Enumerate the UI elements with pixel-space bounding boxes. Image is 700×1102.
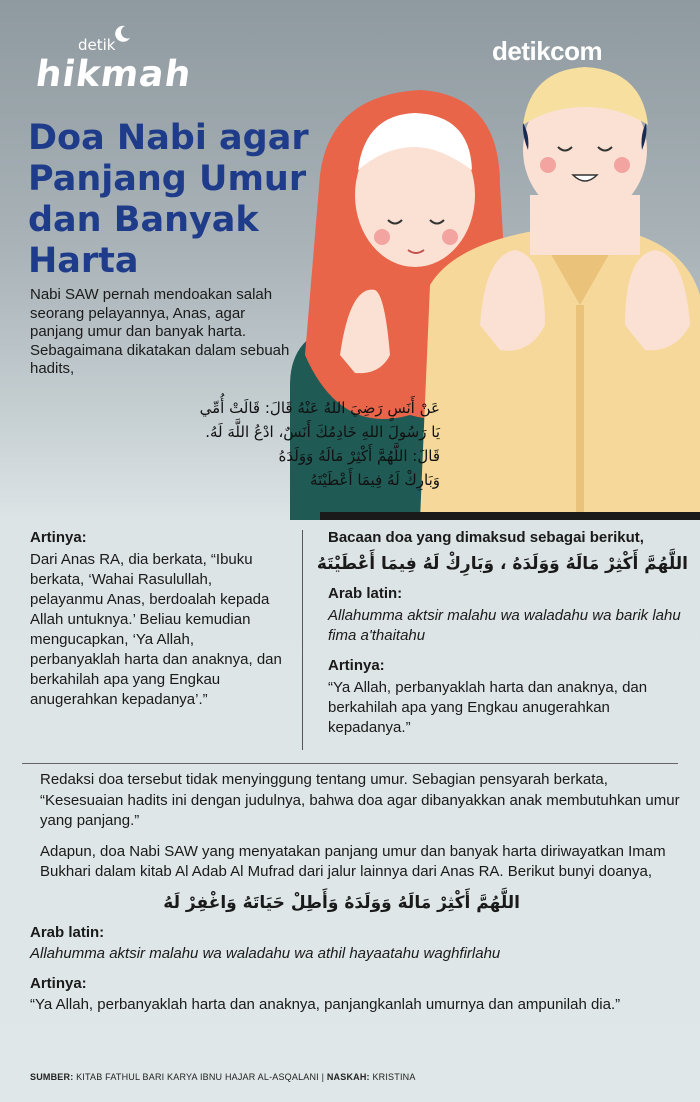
source-credit [30, 1072, 416, 1082]
latin2-text: Allahumma aktsir malahu wa waladahu wa athil hayaatahu waghfirlahu [30, 944, 501, 962]
latin2-label: Arab latin: [30, 924, 105, 941]
source-separator: | [321, 1072, 325, 1082]
doa-lead: Bacaan doa yang dimaksud sebagai berikut, [328, 529, 644, 546]
doa2-arabic: اللَّهُمَّ أَكْثِرْ مَالَهُ وَوَلَدَهُ وَأَطِلْ حَيَاتَهُ وَاغْفِرْ لَهُ [163, 892, 520, 913]
meaning2-text: “Ya Allah, perbanyaklah harta dan anaknya, panjangkanlah umurnya dan ampunilah dia.” [30, 995, 621, 1013]
hadith-line: قَالَ: اللَّهُمَّ أَكْثِرْ مَالَهُ وَوَلَدَهُ [278, 447, 440, 465]
author-label: NASKAH: [326, 1072, 370, 1082]
source-label: SUMBER: [30, 1072, 74, 1082]
author-text: KRISTINA [372, 1072, 416, 1082]
title-line: Doa Nabi agar [28, 118, 309, 158]
latin-label: Arab latin: [328, 585, 403, 602]
title-line: dan Banyak [28, 200, 259, 240]
logo-detik-text: detik [78, 36, 116, 54]
horizontal-divider [22, 763, 678, 764]
hadith-line: عَنْ أَنَسٍ رَضِيَ اللهُ عَنْهُ قَالَ: قَالَتْ أُمِّي [199, 399, 440, 417]
title-line: Harta [28, 241, 139, 281]
source-text: KITAB FATHUL BARI KARYA IBNU HAJAR AL-ASQALANI [76, 1072, 319, 1082]
bottom-section [30, 770, 680, 1015]
paragraph-2: Adapun, doa Nabi SAW yang menyatakan panjang umur dan banyak harta diriwayatkan Imam Bukhari dalam kitab Al Adab Al Mufrad dari jalur lainnya dari Anas RA. Berikut bunyi doanya, [40, 842, 666, 880]
latin-text: Allahumma aktsir malahu wa waladahu wa barik lahu fima a'thaitahu [328, 607, 681, 644]
vertical-divider [302, 530, 303, 750]
translation-label: Artinya: [30, 529, 87, 546]
logo-hikmah-text: hikmah [33, 54, 195, 95]
hadith-line: وَبَارِكْ لَهُ فِيمَا أَعْطَيْتَهُ [310, 471, 440, 489]
hadith-arabic [30, 396, 440, 492]
meaning-text: “Ya Allah, perbanyaklah harta dan anaknya, dan berkahilah apa yang Engkau anugerahkan kepadanya.” [328, 679, 648, 736]
detikcom-logo: detikcom [492, 36, 603, 66]
intro-text: Nabi SAW pernah mendoakan salah seorang pelayannya, Anas, agar panjang umur dan banyak harta. Sebagaimana dikatakan dalam sebuah hadits, [30, 286, 290, 377]
translation-text: Dari Anas RA, dia berkata, “Ibuku berkata, ‘Wahai Rasulullah, pelayanmu Anas, berdoalah kepada Allah untuknya.’ Beliau kemudian mengucapkan, ‘Ya Allah, perbanyaklah harta dan anaknya, dan berkahilah apa yang Engkau anugerahkan kepadanya’.” [30, 551, 282, 708]
paragraph-1: Redaksi doa tersebut tidak menyinggung tentang umur. Sebagian pensyarah berkata, “Kesesuaian hadits ini dengan judulnya, bahwa doa agar dibanyakkan anak membutuhkan umur yang panjang.” [40, 771, 680, 829]
hadith-line: يَا رَسُولَ اللهِ خَادِمُكَ أَنَسٌ، ادْعُ اللَّهَ لَهُ. [205, 423, 440, 441]
doa-section [316, 528, 688, 738]
doa-arabic: اللَّهُمَّ أَكْثِرْ مَالَهُ وَوَلَدَهُ ، وَبَارِكْ لَهُ فِيمَا أَعْطَيْتَهُ [316, 554, 688, 574]
meaning2-label: Artinya: [30, 975, 87, 992]
meaning-label: Artinya: [328, 657, 385, 674]
title-line: Panjang Umur [28, 159, 307, 199]
hadith-translation [30, 528, 285, 710]
